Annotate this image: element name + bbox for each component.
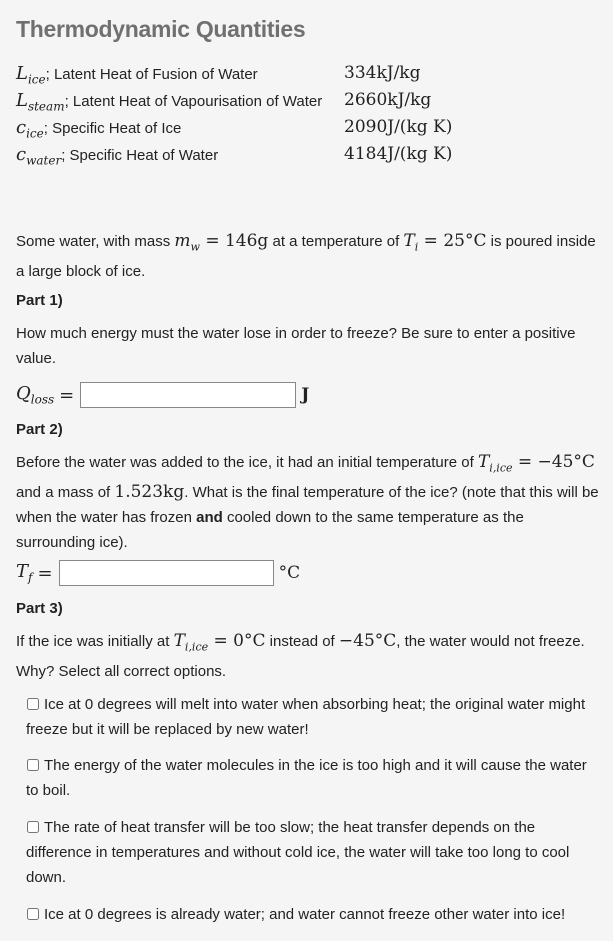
option-4-checkbox[interactable] bbox=[27, 908, 39, 920]
quantity-value: 2090J/(kg K) bbox=[344, 117, 453, 137]
part1-variable: $Q_{loss}$ bbox=[16, 383, 55, 407]
part1-heading: Part 1) bbox=[16, 292, 63, 309]
quantity-description: ; Latent Heat of Fusion of Water bbox=[45, 66, 258, 83]
part2-question: Before the water was added to the ice, it had an initial temperature of $T_{i,ice} = -45^\circ C$ and a mass of 1.523kg. What is the final temperature of the ice? (note that this will be when the water has frozen and cooled down to the same temperature as the surrounding ice). bbox=[16, 452, 599, 552]
option-1-label: Ice at 0 degrees will melt into water when absorbing heat; the original water might freeze but it will be replaced by new water! bbox=[26, 696, 586, 738]
part2-variable: $T_f$ bbox=[16, 561, 33, 585]
part3-heading: Part 3) bbox=[16, 600, 63, 617]
option-3[interactable] bbox=[26, 815, 601, 890]
quantity-description: ; Latent Heat of Vapourisation of Water bbox=[64, 93, 323, 110]
part1-unit: J bbox=[301, 385, 310, 405]
quantity-symbol: $L_{steam}$ bbox=[16, 90, 65, 114]
option-3-label: The rate of heat transfer will be too slow; the heat transfer depends on the difference in temperatures and without cold ice, the water will take too long to cool down. bbox=[26, 819, 570, 886]
equals-sign: = bbox=[37, 562, 53, 584]
quantities-table bbox=[16, 60, 476, 168]
page-title: Thermodynamic Quantities bbox=[16, 16, 306, 42]
quantity-value: 2660kJ/kg bbox=[344, 90, 432, 110]
option-1-checkbox[interactable] bbox=[27, 698, 39, 710]
quantity-symbol: $c_{ice}$ bbox=[16, 117, 44, 141]
quantity-row bbox=[16, 87, 476, 114]
option-2[interactable] bbox=[26, 753, 601, 803]
part3-question: If the ice was initially at $T_{i,ice} = 0^\circ C$ instead of −45°C, the water would not freeze. Why? Select all correct options. bbox=[16, 631, 585, 681]
quantity-value: 334kJ/kg bbox=[344, 63, 421, 83]
part1-answer-row bbox=[16, 381, 309, 409]
part2-unit: °C bbox=[278, 563, 301, 583]
energy-loss-input[interactable] bbox=[80, 382, 296, 408]
part2-answer-row bbox=[16, 559, 300, 587]
option-3-checkbox[interactable] bbox=[27, 821, 39, 833]
option-2-label: The energy of the water molecules in the ice is too high and it will cause the water to boil. bbox=[26, 757, 587, 799]
quantity-symbol: $c_{water}$ bbox=[16, 144, 62, 168]
quantity-description: ; Specific Heat of Water bbox=[61, 147, 219, 164]
option-4-label: Ice at 0 degrees is already water; and water cannot freeze other water into ice! bbox=[44, 906, 566, 923]
part1-question: How much energy must the water lose in order to freeze? Be sure to enter a positive value. bbox=[16, 325, 576, 367]
quantity-value: 4184J/(kg K) bbox=[344, 144, 453, 164]
quantity-description: ; Specific Heat of Ice bbox=[43, 120, 182, 137]
option-2-checkbox[interactable] bbox=[27, 759, 39, 771]
quantity-row bbox=[16, 60, 476, 87]
equals-sign: = bbox=[59, 384, 75, 406]
final-temperature-input[interactable] bbox=[59, 560, 274, 586]
problem-intro: Some water, with mass $m_w = 146g$ at a temperature of $T_i = 25^\circ C$ is poured inside a large block of ice. bbox=[16, 231, 596, 281]
quantity-row bbox=[16, 114, 476, 141]
part2-heading: Part 2) bbox=[16, 421, 63, 438]
quantity-row bbox=[16, 141, 476, 168]
option-1[interactable] bbox=[26, 692, 601, 742]
quantity-symbol: $L_{ice}$ bbox=[16, 63, 46, 87]
option-4[interactable] bbox=[26, 902, 601, 927]
